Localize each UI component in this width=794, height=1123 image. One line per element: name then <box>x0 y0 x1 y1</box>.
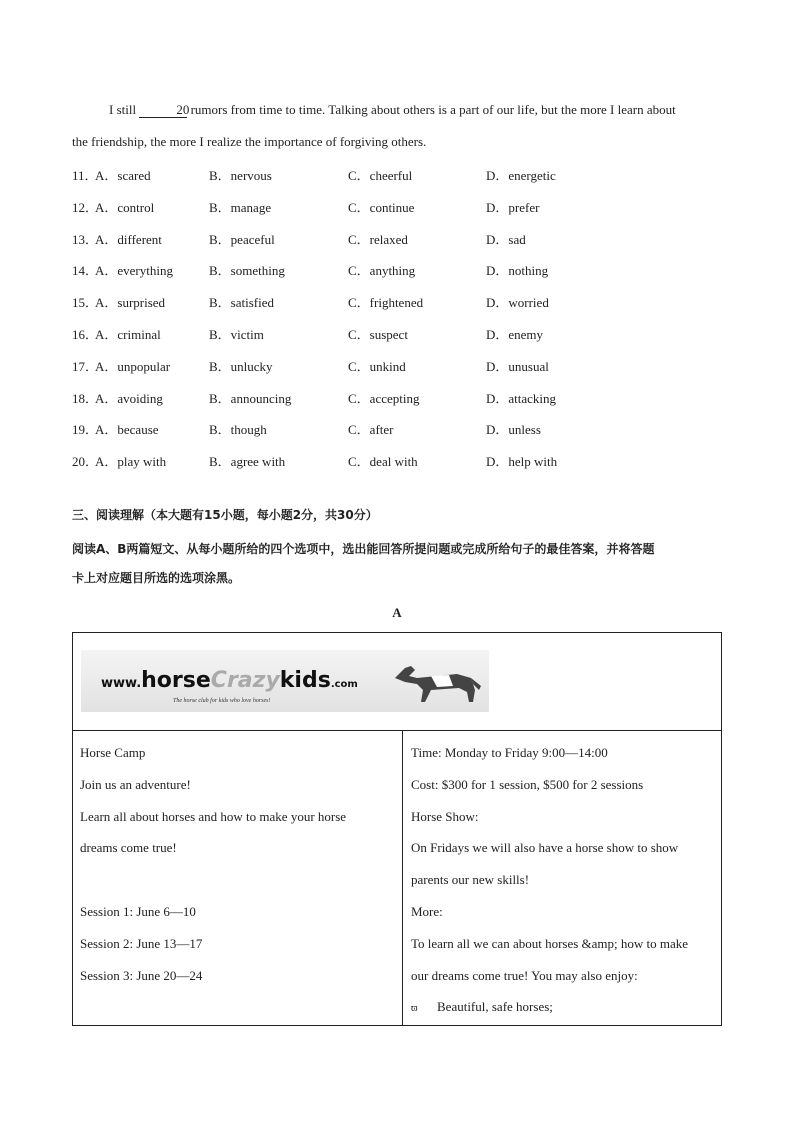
option-a: A．everything <box>95 263 173 279</box>
passage-text-after-blank: rumors from time to time. Talking about others is a part of our life, but the more I learn about <box>190 102 676 117</box>
option-a: A．avoiding <box>95 390 163 406</box>
question-row <box>72 255 732 287</box>
section-heading: 三、阅读理解（本大题有15小题，每小题2分，共30分） <box>72 508 378 522</box>
option-b: B．satisfied <box>209 295 274 311</box>
logo-text: www.horseCrazykids.com <box>101 668 358 693</box>
option-c: C．relaxed <box>348 231 408 247</box>
option-a: A．unpopular <box>95 358 171 374</box>
option-d: D．nothing <box>486 263 549 279</box>
option-d: D．enemy <box>486 326 544 342</box>
question-number: 11． <box>72 168 98 183</box>
session-3: Session 3: June 20—24 <box>80 967 203 983</box>
question-number: 13． <box>72 231 99 247</box>
option-d: D．unusual <box>486 358 549 374</box>
option-b: B．agree with <box>209 454 286 470</box>
option-a: A．surprised <box>95 295 166 311</box>
question-row <box>72 414 732 446</box>
bullet-text: Beautiful, safe horses; <box>437 999 553 1015</box>
option-c: C．after <box>348 422 394 438</box>
ad-box <box>72 632 722 1026</box>
option-c: C．unkind <box>348 358 406 374</box>
option-c: C．frightened <box>348 295 424 311</box>
option-c: C．continue <box>348 199 415 215</box>
question-number: 16． <box>72 326 99 342</box>
camp-line: Learn all about horses and how to make your horse <box>80 808 347 824</box>
passage-line-1 <box>72 94 724 126</box>
option-b: B．peaceful <box>209 231 275 247</box>
bullet-item <box>411 991 688 1025</box>
option-d: D．worried <box>486 295 549 311</box>
option-a: A．scared <box>95 168 151 183</box>
more-line: our dreams come true! You may also enjoy: <box>411 967 638 983</box>
section-instruction <box>72 535 724 593</box>
option-c: C．deal with <box>348 454 418 470</box>
question-number: 20． <box>72 454 99 470</box>
camp-line: dreams come true! <box>80 840 177 856</box>
option-b: B．victim <box>209 326 264 342</box>
camp-title: Horse Camp <box>80 745 146 760</box>
question-row <box>72 287 732 319</box>
question-number: 15． <box>72 295 99 311</box>
passage-text <box>72 94 724 158</box>
instruction-line-1: 阅读A、B两篇短文、从每小题所给的四个选项中，选出能回答所提问题或完成所给句子的最佳答案，并将答题 <box>72 542 655 556</box>
option-d: D．unless <box>486 422 541 438</box>
question-number: 12． <box>72 199 99 215</box>
horizontal-divider <box>73 730 721 731</box>
horse-icon <box>387 656 483 704</box>
session-1: Session 1: June 6—10 <box>80 903 196 919</box>
option-a: A．play with <box>95 454 167 470</box>
question-row <box>72 383 732 415</box>
option-d: D．prefer <box>486 199 540 215</box>
option-c: C．cheerful <box>348 168 413 183</box>
horse-show-line: On Fridays we will also have a horse show to show <box>411 840 679 856</box>
question-row <box>72 351 732 383</box>
more-heading: More: <box>411 903 443 919</box>
bullet-icon: ϖ <box>411 1003 418 1015</box>
passage-text-before-blank: I still <box>109 102 137 117</box>
question-row <box>72 224 732 256</box>
option-c: C．accepting <box>348 390 420 406</box>
cost-line: Cost: $300 for 1 session, $500 for 2 sessions <box>411 776 644 792</box>
option-b: B．unlucky <box>209 358 273 374</box>
horsecrazykids-logo <box>81 650 489 712</box>
time-line: Time: Monday to Friday 9:00—14:00 <box>411 745 608 760</box>
question-number: 17． <box>72 358 99 374</box>
camp-spacer <box>80 864 346 896</box>
option-b: B．something <box>209 263 285 279</box>
option-b: B．nervous <box>209 168 272 183</box>
option-c: C．suspect <box>348 326 408 342</box>
question-row <box>72 319 732 351</box>
question-row <box>72 160 732 192</box>
option-d: D．energetic <box>486 168 556 183</box>
option-b: B．announcing <box>209 390 292 406</box>
question-number: 19． <box>72 422 99 438</box>
question-list <box>72 160 732 478</box>
logo-tagline: The horse club for kids who love horses! <box>173 698 271 704</box>
camp-info <box>80 737 346 991</box>
instruction-line-2: 卡上对应题目所选的选项涂黑。 <box>72 571 241 585</box>
blank-20: 20 <box>139 102 187 118</box>
option-c: C．anything <box>348 263 416 279</box>
session-2: Session 2: June 13—17 <box>80 935 203 951</box>
passage-line-2: the friendship, the more I realize the importance of forgiving others. <box>72 134 427 149</box>
option-d: D．attacking <box>486 390 557 406</box>
option-a: A．because <box>95 422 159 438</box>
vertical-divider <box>402 730 403 1025</box>
option-b: B．though <box>209 422 267 438</box>
option-a: A．criminal <box>95 326 161 342</box>
camp-details <box>411 737 688 1025</box>
option-a: A．different <box>95 231 162 247</box>
option-b: B．manage <box>209 199 272 215</box>
horse-show-heading: Horse Show: <box>411 808 479 824</box>
question-number: 14． <box>72 263 99 279</box>
more-line: To learn all we can about horses &amp; how to make <box>411 935 689 951</box>
horse-show-line: parents our new skills! <box>411 872 530 888</box>
question-number: 18． <box>72 390 99 406</box>
option-d: D．sad <box>486 231 526 247</box>
question-row <box>72 192 732 224</box>
option-a: A．control <box>95 199 155 215</box>
option-d: D．help with <box>486 454 558 470</box>
camp-line: Join us an adventure! <box>80 776 191 792</box>
passage-title: A <box>392 605 402 620</box>
question-row <box>72 446 732 478</box>
